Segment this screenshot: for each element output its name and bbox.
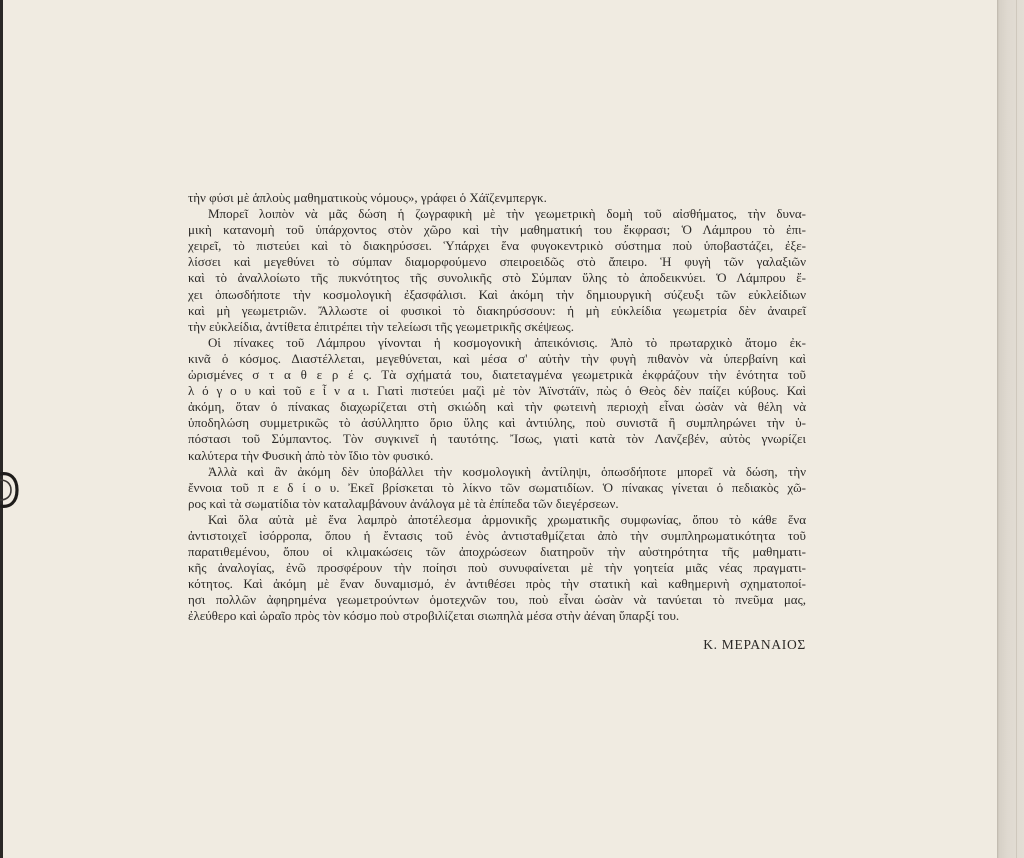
text-line-content: ἀκόμη, ὅταν ὁ πίνακας διαχωρίζεται στὴ σκιώδη καὶ τὴν φωτεινὴ περιοχὴ εἶναι ὡσὰν νὰ θέλη νὰ bbox=[188, 399, 806, 415]
text-line-content: καλύτερα τὴν Φυσικὴ ἀπὸ τὸν ἴδιο τὸν φυσικό. bbox=[188, 447, 434, 463]
text-line bbox=[188, 576, 806, 592]
text-line-content: καὶ μὴ γεωμετριῶν. Ἄλλωστε οἱ φυσικοὶ τὸ διακηρύσσουν: ἡ μὴ εὐκλείδια γεωμετρία δὲν ἀναιρεῖ bbox=[188, 302, 806, 318]
text-line-content: χειρεῖ, τὸ πιστεύει καὶ τὸ διακηρύσσει. Ὑπάρχει ἕνα φυγοκεντρικὸ σύστημα ποὺ ὑποβαστάζει, ἐξε- bbox=[188, 238, 806, 254]
text-line bbox=[188, 496, 806, 512]
text-line-content: πόστασι τοῦ Σύμπαντος. Τὸν συγκινεῖ ἡ ταυτότης. Ἴσως, γιατὶ κατὰ τὸν Λανζεβέν, αὐτὸς γνωρίζει bbox=[188, 431, 806, 447]
text-line-content: τὴν εὐκλείδια, ἀντίθετα ἐπιτρέπει τὴν τελείωσι τῆς γεωμετρικῆς σκέψεως. bbox=[188, 318, 574, 334]
paragraph bbox=[188, 206, 806, 335]
binding-staple-icon bbox=[0, 468, 22, 512]
text-line-content: μικὴ κατανομὴ τοῦ ὑπάρχοντος στὸν χῶρο καὶ τὴν μαθηματική του ἔκφρασι; Ὁ Λάμπρου τὸ ἐπι- bbox=[188, 222, 806, 238]
text-line-content: λ ό γ ο υ καὶ τοῦ ε ἶ ν α ι. Γιατὶ πιστεύει μαζὶ μὲ τὸν Ἀϊνστάϊν, πὼς ὁ Θεὸς δὲν παίζει κύβους. Καὶ bbox=[188, 383, 806, 399]
author-signature: Κ. ΜΕΡΑΝΑΙΟΣ bbox=[703, 637, 806, 652]
text-line bbox=[188, 335, 806, 351]
text-line bbox=[188, 238, 806, 254]
text-line-content: ἐλεύθερο καὶ ὡραῖο πρὸς τὸν κόσμο ποὺ στροβιλίζεται σιωπηλὰ μέσα στὴν ἀέναη ὕπαρξί του. bbox=[188, 608, 680, 624]
text-line-content: ὡρισμένες σ τ α θ ε ρ έ ς. Τὰ σχήματά του, διατεταγμένα γεωμετρικὰ ἐκφράζουν τὴν ἑνότητα τοῦ bbox=[188, 367, 806, 383]
text-line bbox=[188, 608, 806, 624]
text-line bbox=[188, 270, 806, 286]
paragraph bbox=[188, 512, 806, 625]
text-line bbox=[188, 464, 806, 480]
text-line bbox=[188, 319, 806, 335]
text-line-content: κότητος. Καὶ ἀκόμη μὲ ἕναν δυναμισμό, ἐν ἀντιθέσει πρὸς τὴν στατικὴ καὶ καθημερινὴ σχηματοποί- bbox=[188, 576, 806, 592]
text-line bbox=[188, 431, 806, 447]
text-line-content: καὶ τὸ ἀναλλοίωτο τῆς πυκνότητος τῆς συνολικῆς στὸ Σύμπαν ὕλης τὸ ἀποδεικνύει. Ὁ Λάμπρου ἔ- bbox=[188, 270, 806, 286]
text-line bbox=[188, 383, 806, 399]
text-line-content: λίσσει καὶ μεγεθύνει τὸ σύμπαν διαμορφούμενο σπειροειδῶς στὸ ἄπειρο. Ἡ φυγὴ τῶν γαλαξιῶν bbox=[188, 254, 806, 270]
text-line bbox=[188, 512, 806, 528]
text-line bbox=[188, 544, 806, 560]
text-line-content: ὑποδηλώση συμμετρικῶς τὸ ἀσύλληπτο ὅριο ὕλης καὶ ἀντιύλης, ποὺ συνιστᾶ ἢ συμπληρώνει τὴν ὑ- bbox=[188, 415, 806, 431]
text-line-content: ησι πολλῶν ἀφηρημένα γεωμετρούντων ὁμοτεχνῶν του, ποὺ εἶναι ὡσὰν νὰ τανύεται τὸ πνεῦμα μας, bbox=[188, 592, 806, 608]
text-line-content: χει ὁπωσδήποτε τὴν κοσμολογικὴ ἐξασφάλισι. Καὶ ἀκόμη τὴν δημιουργικὴ σύζευξι τῶν εὐκλείδιων bbox=[188, 286, 806, 302]
text-line-content: κῆς ἀναλογίας, ἐνῶ προσφέρουν τὴν ποίησι ποὺ συνυφαίνεται μὲ τὴν γοητεία μιᾶς νέας πραγματι- bbox=[188, 560, 806, 576]
text-line bbox=[188, 351, 806, 367]
text-line bbox=[188, 448, 806, 464]
text-line-content: ἀντιστοιχεῖ ἰσόρροπα, ὅπου ἡ ἔντασις τοῦ ἑνὸς ἀντισταθμίζεται ἀπὸ τὴν συμπληρωματικότητα τοῦ bbox=[188, 527, 806, 543]
text-line bbox=[188, 190, 806, 206]
text-line bbox=[188, 415, 806, 431]
text-line bbox=[188, 592, 806, 608]
text-line bbox=[188, 222, 806, 238]
text-line-content: Καὶ ὅλα αὐτὰ μὲ ἕνα λαμπρὸ ἀποτέλεσμα ἁρμονικῆς χρωματικῆς συμφωνίας, ὅπου τὸ κάθε ἕνα bbox=[208, 511, 806, 527]
text-line bbox=[188, 287, 806, 303]
text-line bbox=[188, 254, 806, 270]
paragraph bbox=[188, 464, 806, 512]
text-line-content: ἔννοια τοῦ π ε δ ί ο υ. Ἐκεῖ βρίσκεται τὸ λίκνο τῶν σωματιδίων. Ὁ πίνακας γίνεται ὁ πεδιακὸς χῶ- bbox=[188, 479, 806, 495]
text-line-content: κινᾶ ὁ κόσμος. Διαστέλλεται, μεγεθύνεται, καὶ μέσα σ' αὐτὴν τὴν φυγὴ πιθανὸν νὰ ὑπερβαίνη καὶ bbox=[188, 350, 806, 366]
article-text bbox=[188, 190, 806, 625]
text-line bbox=[188, 303, 806, 319]
text-line-content: Ἀλλὰ καὶ ἂν ἀκόμη δὲν ὑποβάλλει τὴν κοσμολογικὴ ἀντίληψι, ὁπωσδήποτε μπορεῖ νὰ δώση, τὴν bbox=[208, 463, 806, 479]
text-line bbox=[188, 206, 806, 222]
text-line bbox=[188, 480, 806, 496]
text-line-content: παρατιθεμένου, ὅπου οἱ κλιμακώσεις τῶν ἀποχρώσεων διατηροῦν τὴν αὐστηρότητα τῆς μαθηματι- bbox=[188, 544, 806, 560]
text-line bbox=[188, 399, 806, 415]
text-line bbox=[188, 528, 806, 544]
page-right-edge-line bbox=[1016, 0, 1017, 858]
text-line bbox=[188, 367, 806, 383]
page-left-edge bbox=[0, 0, 3, 858]
text-line bbox=[188, 560, 806, 576]
paragraph bbox=[188, 335, 806, 464]
text-line-content: Μπορεῖ λοιπὸν νὰ μᾶς δώση ἡ ζωγραφικὴ μὲ τὴν γεωμετρικὴ δομὴ τοῦ αἰσθήματος, τὴν δυνα- bbox=[208, 206, 806, 222]
text-line-content: ρος καὶ τὰ σωματίδια τὸν καταλαμβάνουν ἀνάλογα μὲ τὰ ἐπίπεδα τῶν διεγέρσεων. bbox=[188, 495, 619, 511]
paragraph bbox=[188, 190, 806, 206]
text-line-content: τὴν φύσι μὲ ἁπλοὺς μαθηματικοὺς νόμους», γράφει ὁ Χάϊζενμπεργκ. bbox=[188, 190, 547, 205]
page-right-edge bbox=[997, 0, 1024, 858]
text-line-content: Οἱ πίνακες τοῦ Λάμπρου γίνονται ἡ κοσμογονικὴ ἀπεικόνισις. Ἀπὸ τὸ πρωταρχικὸ ἄτομο ἐκ- bbox=[208, 334, 806, 350]
